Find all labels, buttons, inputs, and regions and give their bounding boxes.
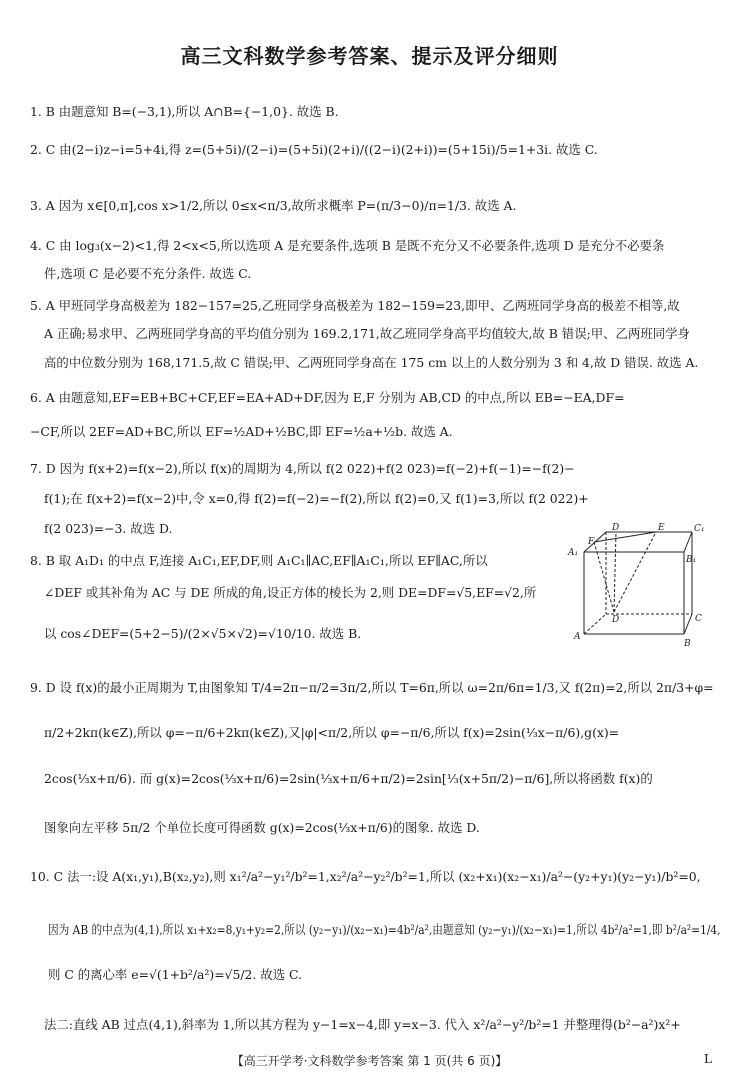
answer-line: 则 C 的离心率 e=√(1+b²/a²)=√5/2. 故选 C. — [48, 967, 303, 982]
answer-line: 5. A 甲班同学身高极差为 182−157=25,乙班同学身高极差为 182−159=23,即甲、乙两班同学身高的极差不相等,故 — [30, 298, 680, 313]
answer-line: 10. C 法一:设 A(x₁,y₁),B(x₂,y₂),则 x₁²/a²−y₁²/b²=1,x₂²/a²−y₂²/b²=1,所以 (x₂+x₁)(x₂−x₁)/a²−(y₂+y₁)(y₂−y₁)/b²=0, — [30, 869, 701, 884]
answer-line: 图象向左平移 5π/2 个单位长度可得函数 g(x)=2cos(⅓x+π/6)的图象. 故选 D. — [44, 820, 480, 835]
answer-line: 1. B 由题意知 B=(−3,1),所以 A∩B={−1,0}. 故选 B. — [30, 104, 339, 119]
answer-line: 件,选项 C 是必要不充分条件. 故选 C. — [44, 266, 252, 281]
answer-line: 7. D 因为 f(x+2)=f(x−2),所以 f(x)的周期为 4,所以 f(2 022)+f(2 023)=f(−2)+f(−1)=−f(2)− — [30, 461, 575, 476]
answer-line: 8. B 取 A₁D₁ 的中点 F,连接 A₁C₁,EF,DF,则 A₁C₁∥AC,EF∥A₁C₁,所以 EF∥AC,所以 — [30, 553, 488, 568]
answer-line: 以 cos∠DEF=(5+2−5)/(2×√5×√2)=√10/10. 故选 B. — [44, 626, 362, 641]
answer-line: f(1);在 f(x+2)=f(x−2)中,令 x=0,得 f(2)=f(−2)=−f(2),所以 f(2)=0,又 f(1)=3,所以 f(2 022)+ — [44, 491, 589, 506]
footer-mark: L — [704, 1052, 712, 1066]
answer-line: 2cos(⅓x+π/6). 而 g(x)=2cos(⅓x+π/6)=2sin(⅓x+π/6+π/2)=2sin[⅓(x+5π/2)−π/6],所以将函数 f(x)的 — [44, 771, 653, 786]
answer-line: −CF,所以 2EF=AD+BC,所以 EF=½AD+½BC,即 EF=½a+½b. 故选 A. — [30, 424, 453, 439]
answer-line: 2. C 由(2−i)z−i=5+4i,得 z=(5+5i)/(2−i)=(5+5i)(2+i)/((2−i)(2+i))=(5+15i)/5=1+3i. 故选 C. — [30, 142, 598, 157]
page-title: 高三文科数学参考答案、提示及评分细则 — [180, 44, 559, 68]
answer-line: 高的中位数分别为 168,171.5,故 C 错误;甲、乙两班同学身高在 175 cm 以上的人数分别为 3 和 4,故 D 错误. 故选 A. — [44, 355, 699, 370]
answer-line: ∠DEF 或其补角为 AC 与 DE 所成的角,设正方体的棱长为 2,则 DE=DF=√5,EF=√2,所 — [44, 585, 537, 600]
footer: 【高三开学考·文科数学参考答案 第 1 页(共 6 页)】 — [231, 1054, 508, 1068]
answer-line: 9. D 设 f(x)的最小正周期为 T,由图象知 T/4=2π−π/2=3π/2,所以 T=6π,所以 ω=2π/6π=1/3,又 f(2π)=2,所以 2π/3+φ= — [30, 680, 714, 695]
answer-line: 6. A 由题意知,EF=EB+BC+CF,EF=EA+AD+DF,因为 E,F 分别为 AB,CD 的中点,所以 EB=−EA,DF= — [30, 390, 625, 405]
answer-line: 因为 AB 的中点为(4,1),所以 x₁+x₂=8,y₁+y₂=2,所以 (y₂−y₁)/(x₂−x₁)=4b²/a²,由题意知 (y₂−y₁)/(x₂−x₁)=1,所以 4b²/a²=1,即 b²/a²=1/4, — [48, 922, 721, 937]
answer-line: 4. C 由 log₃(x−2)<1,得 2<x<5,所以选项 A 是充要条件,选项 B 是既不充分又不必要条件,选项 D 是充分不必要条 — [30, 238, 665, 253]
cube-diagram — [566, 522, 708, 647]
diagram-label: D — [612, 523, 620, 533]
answer-line: π/2+2kπ(k∈Z),所以 φ=−π/6+2kπ(k∈Z),又|φ|<π/2,所以 φ=−π/6,所以 f(x)=2sin(⅓x−π/6),g(x)= — [44, 725, 620, 740]
diagram-label: D — [612, 615, 620, 625]
diagram-label: B — [684, 639, 691, 647]
answer-line: 3. A 因为 x∈[0,π],cos x>1/2,所以 0≤x<π/3,故所求概率 P=(π/3−0)/π=1/3. 故选 A. — [30, 198, 517, 213]
answer-line: f(2 023)=−3. 故选 D. — [44, 521, 173, 536]
diagram-label: B₁ — [686, 555, 697, 565]
answer-line: 法二:直线 AB 过点(4,1),斜率为 1,所以其方程为 y−1=x−4,即 y=x−3. 代入 x²/a²−y²/b²=1 并整理得(b²−a²)x²+ — [44, 1017, 681, 1032]
diagram-label: F — [588, 537, 595, 547]
diagram-label: C — [695, 614, 702, 624]
diagram-label: A — [574, 632, 581, 642]
diagram-label: A₁ — [568, 548, 579, 558]
diagram-label: E — [658, 523, 665, 533]
diagram-label: C₁ — [694, 524, 705, 534]
answer-line: A 正确;易求甲、乙两班同学身高的平均值分别为 169.2,171,故乙班同学身高平均值较大,故 B 错误;甲、乙两班同学身 — [44, 326, 690, 341]
